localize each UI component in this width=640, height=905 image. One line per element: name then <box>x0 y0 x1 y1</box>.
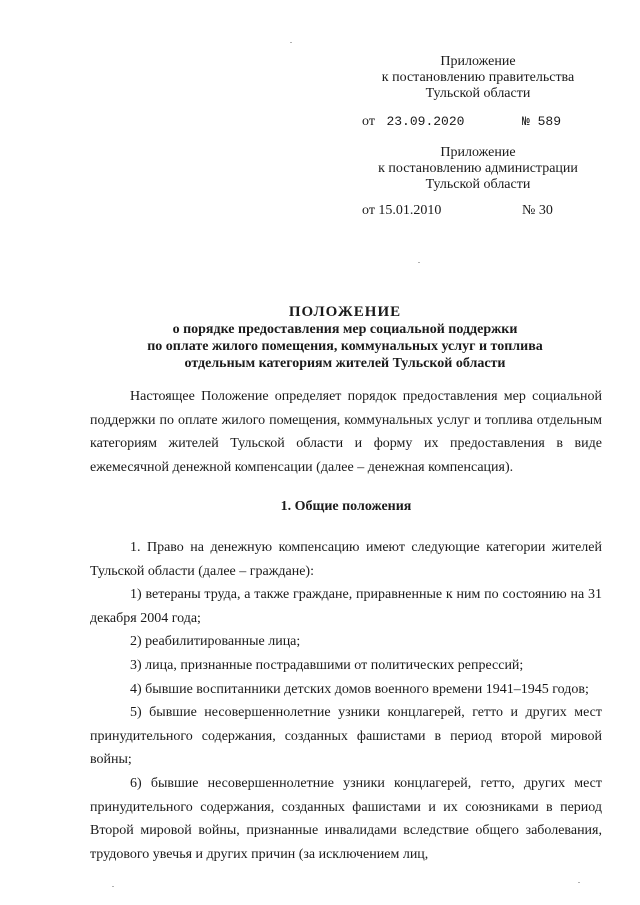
decree-date: от 15.01.2010 <box>362 203 442 218</box>
appendix-decree-ref: к постановлению правительства <box>381 70 575 85</box>
title-subtitle-line: отдельным категориям жителей Тульской области <box>184 356 506 371</box>
section-body <box>90 536 602 866</box>
intro-block <box>90 385 602 479</box>
section-heading: 1. Общие положения <box>280 499 412 514</box>
decree-number: № 589 <box>522 114 562 129</box>
intro-paragraph: Настоящее Положение определяет порядок предоставления мер социальной поддержки по оплате жилого помещения, коммунальных услуг и топлива отдельным категориям жителей Тульской области и форму их предоставления в виде ежемесячной денежной компенсации (далее – денежная компенсация). <box>90 389 602 475</box>
document-title <box>80 303 610 372</box>
decree-number: № 30 <box>522 203 553 218</box>
title-main: ПОЛОЖЕНИЕ <box>288 304 402 320</box>
list-item: 5) бывшие несовершеннолетние узники концлагерей, гетто и других мест принудительного содержания, созданных фашистами в период второй мировой войны; <box>90 705 602 768</box>
list-item: 1) ветераны труда, а также граждане, приравненные к ним по состоянию на 31 декабря 2004 года; <box>90 587 602 626</box>
decree-date-line-current <box>362 114 562 130</box>
decree-date-line-original <box>362 203 553 219</box>
appendix-label: Приложение <box>440 145 516 160</box>
list-item: 2) реабилитированные лица; <box>130 634 301 650</box>
appendix-label: Приложение <box>440 54 516 69</box>
title-subtitle-line: о порядке предоставления мер социальной поддержки <box>172 322 518 337</box>
date-prefix: от <box>362 114 375 129</box>
appendix-region: Тульской области <box>425 177 531 192</box>
appendix-header-current <box>358 54 598 102</box>
appendix-decree-ref: к постановлению администрации <box>378 161 578 176</box>
scan-speck <box>418 262 420 263</box>
list-item: 4) бывшие воспитанники детских домов военного времени 1941–1945 годов; <box>130 681 589 697</box>
scan-speck <box>578 882 580 883</box>
list-item: 6) бывшие несовершеннолетние узники концлагерей, гетто, других мест принудительного содержания, созданных фашистами и их союзниками в период Второй мировой войны, признанные инвалидами вследствие общего заболевания, трудового увечья и других причин (за исключением лиц, <box>90 775 602 862</box>
scan-speck <box>290 42 292 43</box>
appendix-region: Тульской области <box>425 86 531 101</box>
appendix-header-original <box>358 145 598 193</box>
decree-date: 23.09.2020 <box>386 114 465 129</box>
scan-speck <box>112 886 114 887</box>
title-subtitle-line: по оплате жилого помещения, коммунальных услуг и топлива <box>147 339 543 354</box>
list-item: 3) лица, признанные пострадавшими от политических репрессий; <box>130 657 524 673</box>
paragraph-1: 1. Право на денежную компенсацию имеют следующие категории жителей Тульской области (далее – граждане): <box>90 540 602 579</box>
